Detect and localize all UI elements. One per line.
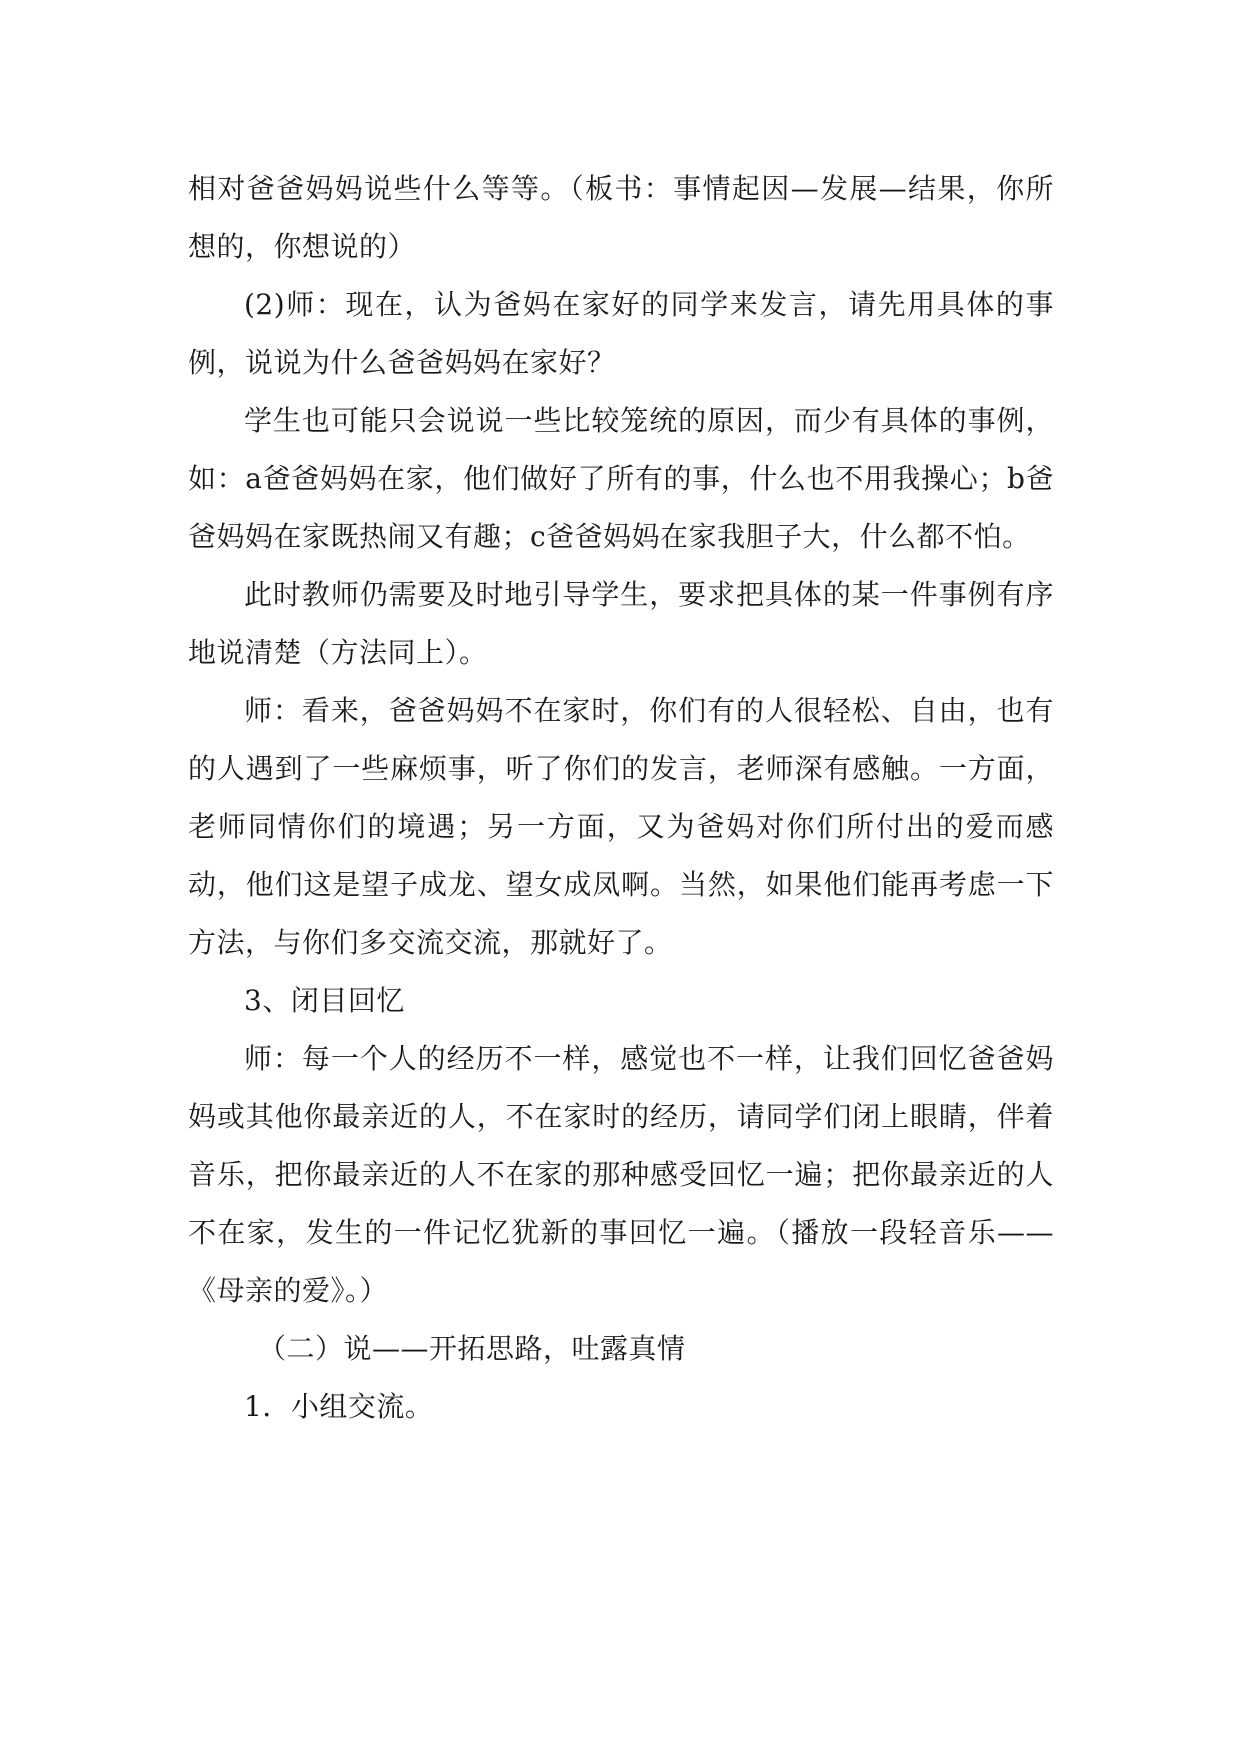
paragraph-teacher-guidance: 此时教师仍需要及时地引导学生，要求把具体的某一件事例有序地说清楚（方法同上）。 <box>188 578 1054 669</box>
document-body <box>188 160 1054 1436</box>
list-item-group-discussion: 1．小组交流。 <box>244 1390 434 1423</box>
paragraph-recall-instructions: 师：每一个人的经历不一样，感觉也不一样，让我们回忆爸爸妈妈或其他你最亲近的人，不在家时的经历，请同学们闭上眼睛，伴着音乐，把你最亲近的人不在家的那种感受回忆一遍；把你最亲近的人不在家，发生的一件记忆犹新的事回忆一遍。（播放一段轻音乐——《母亲的爱》。） <box>188 1042 1054 1307</box>
section-heading-recall: 3、闭目回忆 <box>244 984 405 1017</box>
section-heading-speaking: （二）说——开拓思路，吐露真情 <box>258 1332 686 1365</box>
paragraph-teacher-prompt-2: (2)师：现在，认为爸妈在家好的同学来发言，请先用具体的事例，说说为什么爸爸妈妈在家好？ <box>188 288 1054 379</box>
paragraph-student-examples: 学生也可能只会说说一些比较笼统的原因，而少有具体的事例，如：a爸爸妈妈在家，他们做好了所有的事，什么也不用我操心；b爸爸妈妈在家既热闹又有趣；c爸爸妈妈在家我胆子大，什么都不怕。 <box>188 404 1054 553</box>
paragraph-blackboard-note: 相对爸爸妈妈说些什么等等。（板书：事情起因—发展—结果，你所想的，你想说的） <box>188 172 1054 263</box>
paragraph-teacher-summary: 师：看来，爸爸妈妈不在家时，你们有的人很轻松、自由，也有的人遇到了一些麻烦事，听了你们的发言，老师深有感触。一方面，老师同情你们的境遇；另一方面，又为爸妈对你们所付出的爱而感动，他们这是望子成龙、望女成凤啊。当然，如果他们能再考虑一下方法，与你们多交流交流，那就好了。 <box>188 694 1054 959</box>
